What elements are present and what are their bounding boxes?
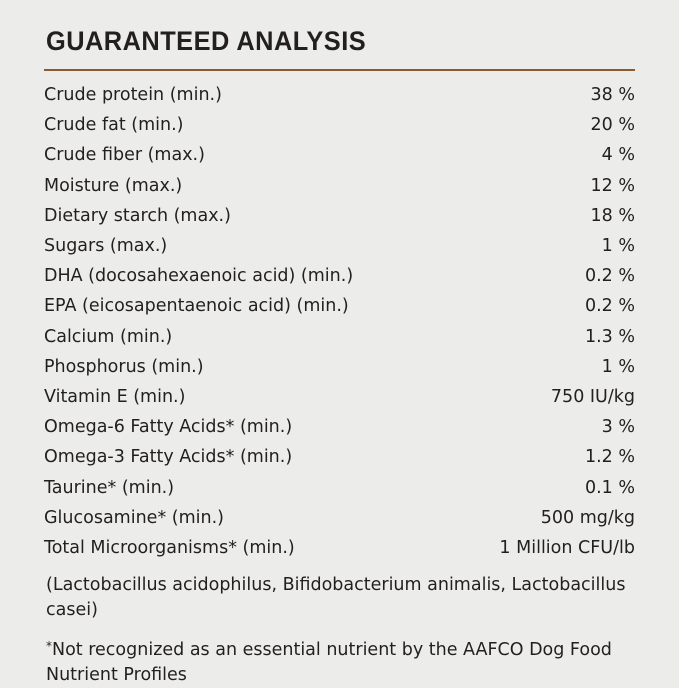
nutrient-amount: 12 % (590, 175, 635, 196)
nutrient-amount: 1 % (601, 236, 635, 257)
nutrient-amount: 20 % (590, 115, 635, 136)
table-row (44, 352, 635, 382)
nutrient-amount: 1 % (601, 356, 635, 377)
nutrition-table (44, 80, 635, 563)
table-row (44, 140, 635, 170)
nutrient-label: DHA (docosahexaenoic acid) (min.) (44, 266, 354, 287)
nutrient-label: Dietary starch (max.) (44, 205, 231, 226)
nutrient-label: Omega-6 Fatty Acids* (min.) (44, 417, 293, 438)
footnote-text: Not recognized as an essential nutrient by the AAFCO Dog Food Nutrient Profiles (46, 640, 612, 686)
table-row (44, 473, 635, 503)
footnote-marker: * (46, 639, 52, 654)
page-title: GUARANTEED ANALYSIS (46, 26, 367, 56)
table-row (44, 171, 635, 201)
nutrient-amount: 38 % (590, 85, 635, 105)
table-row (44, 110, 635, 140)
nutrient-label: Calcium (min.) (44, 326, 173, 347)
nutrient-amount: 750 IU/kg (550, 387, 635, 408)
nutrient-amount: 18 % (590, 205, 635, 226)
nutrient-label: Crude fat (min.) (44, 115, 184, 136)
nutrient-amount: 4 % (601, 145, 635, 166)
table-row (44, 80, 635, 110)
nutrient-amount: 1.2 % (584, 447, 635, 468)
nutrient-label: Moisture (max.) (44, 175, 183, 196)
nutrient-label: Taurine* (min.) (44, 477, 175, 498)
title-divider (44, 69, 635, 71)
table-row (44, 201, 635, 231)
table-row (44, 442, 635, 472)
table-row (44, 533, 635, 563)
table-row (44, 382, 635, 412)
table-row (44, 322, 635, 352)
nutrient-label: Crude fiber (max.) (44, 145, 205, 166)
nutrient-amount: 3 % (601, 417, 635, 438)
organisms-note: (Lactobacillus acidophilus, Bifidobacterium animalis, Lactobacillus casei) (46, 575, 626, 621)
nutrient-label: Glucosamine* (min.) (44, 507, 224, 528)
nutrient-label: EPA (eicosapentaenoic acid) (min.) (44, 296, 349, 317)
nutrient-label: Vitamin E (min.) (44, 387, 186, 408)
table-row (44, 412, 635, 442)
table-row (44, 291, 635, 321)
nutrient-label: Omega-3 Fatty Acids* (min.) (44, 447, 293, 468)
nutrient-amount: 0.2 % (584, 296, 635, 317)
nutrition-table-body (44, 80, 635, 563)
nutrient-amount: 1.3 % (584, 326, 635, 347)
nutrient-amount: 0.2 % (584, 266, 635, 287)
table-row (44, 261, 635, 291)
footnote (44, 634, 635, 688)
table-row (44, 231, 635, 261)
nutrient-amount: 500 mg/kg (540, 507, 635, 528)
nutrient-label: Total Microorganisms* (min.) (44, 538, 295, 559)
table-row (44, 503, 635, 533)
nutrient-label: Sugars (max.) (44, 236, 168, 257)
nutrient-label: Phosphorus (min.) (44, 356, 204, 377)
nutrient-amount: 0.1 % (584, 477, 635, 498)
nutrient-amount: 1 Million CFU/lb (499, 538, 635, 559)
nutrient-label: Crude protein (min.) (44, 85, 222, 105)
